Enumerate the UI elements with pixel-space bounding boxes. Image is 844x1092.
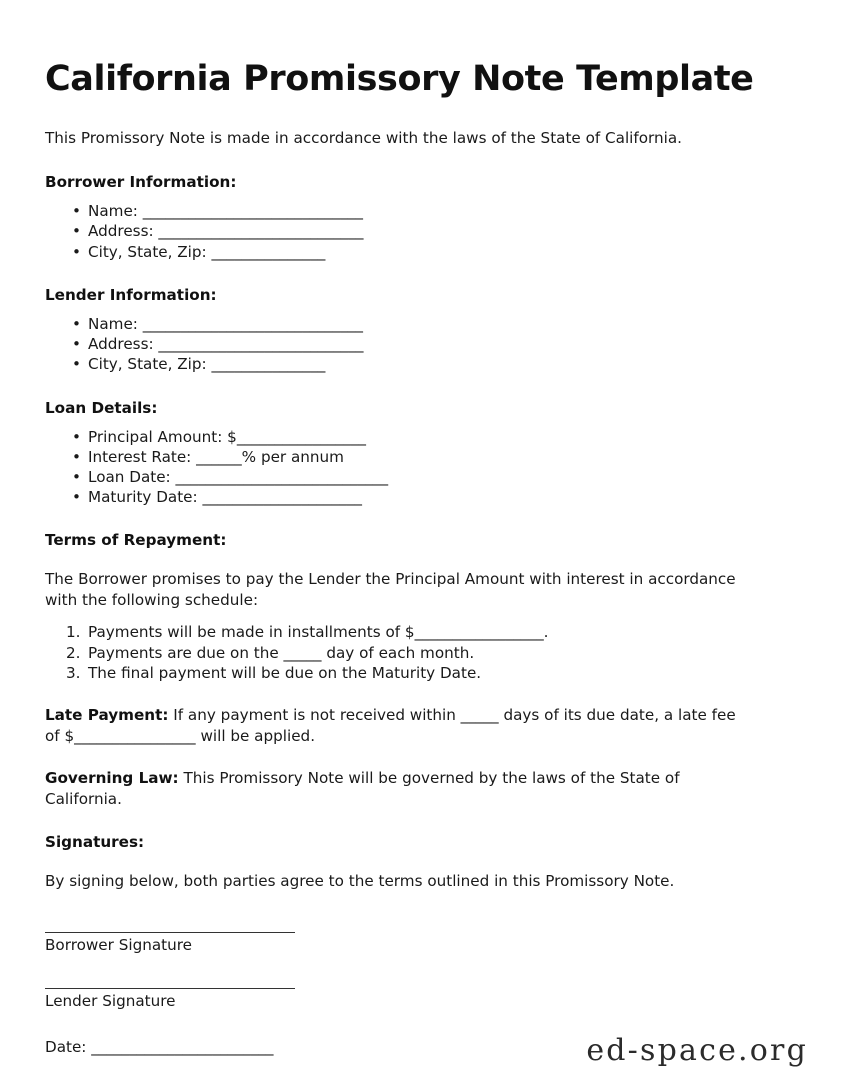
borrower-signature-label: Borrower Signature [45, 935, 192, 954]
lender-signature-block [45, 988, 798, 1012]
list-item: • Name: _____________________________ [45, 314, 798, 334]
list-item: • City, State, Zip: _______________ [45, 242, 798, 262]
lender-signature-label: Lender Signature [45, 992, 176, 1011]
list-item: Payments are due on the _____ day of each month. [88, 643, 475, 662]
governing-law-text: This Promissory Note will be governed by the laws of the State of California. [45, 769, 680, 808]
lender-information-fields [45, 314, 798, 375]
borrower-signature-block [45, 932, 798, 956]
intro-paragraph: This Promissory Note is made in accordance with the laws of the State of California. [45, 129, 682, 148]
list-item: • Loan Date: ____________________________ [45, 467, 798, 487]
loan-details-fields [45, 427, 798, 508]
page-title: California Promissory Note Template [45, 59, 754, 99]
borrower-signature-line[interactable] [45, 932, 295, 933]
late-payment-label: Late Payment: [45, 706, 169, 725]
date-field-line[interactable]: Date: ________________________ [45, 1038, 274, 1057]
list-item: The final payment will be due on the Maturity Date. [88, 663, 482, 682]
list-item: • Address: ___________________________ [45, 334, 798, 354]
governing-law-paragraph [45, 768, 755, 809]
signatures-heading: Signatures: [45, 833, 145, 852]
borrower-information-fields [45, 201, 798, 262]
signature-spacer [45, 955, 798, 988]
list-item: • Address: ___________________________ [45, 221, 798, 241]
borrower-information-heading: Borrower Information: [45, 173, 237, 192]
repayment-schedule-list [45, 622, 798, 683]
list-item: • City, State, Zip: _______________ [45, 354, 798, 374]
late-payment-text: If any payment is not received within _____ days of its due date, a late fee of $________________ will be applied. [45, 706, 736, 745]
watermark: ed-space.org [586, 1033, 808, 1068]
signatures-intro-paragraph: By signing below, both parties agree to the terms outlined in this Promissory Note. [45, 872, 675, 891]
late-payment-paragraph [45, 705, 755, 746]
terms-intro-paragraph: The Borrower promises to pay the Lender the Principal Amount with interest in accordance with the following schedule: [45, 570, 736, 609]
list-item: • Name: _____________________________ [45, 201, 798, 221]
list-item: • Principal Amount: $_________________ [45, 427, 798, 447]
loan-details-heading: Loan Details: [45, 398, 158, 417]
list-item: • Interest Rate: ______% per annum [45, 447, 798, 467]
lender-signature-line[interactable] [45, 988, 295, 989]
terms-of-repayment-heading: Terms of Repayment: [45, 531, 227, 550]
governing-law-label: Governing Law: [45, 769, 179, 788]
list-item: Payments will be made in installments of $_________________. [88, 623, 549, 642]
list-item: • Maturity Date: _____________________ [45, 487, 798, 507]
lender-information-heading: Lender Information: [45, 285, 217, 304]
